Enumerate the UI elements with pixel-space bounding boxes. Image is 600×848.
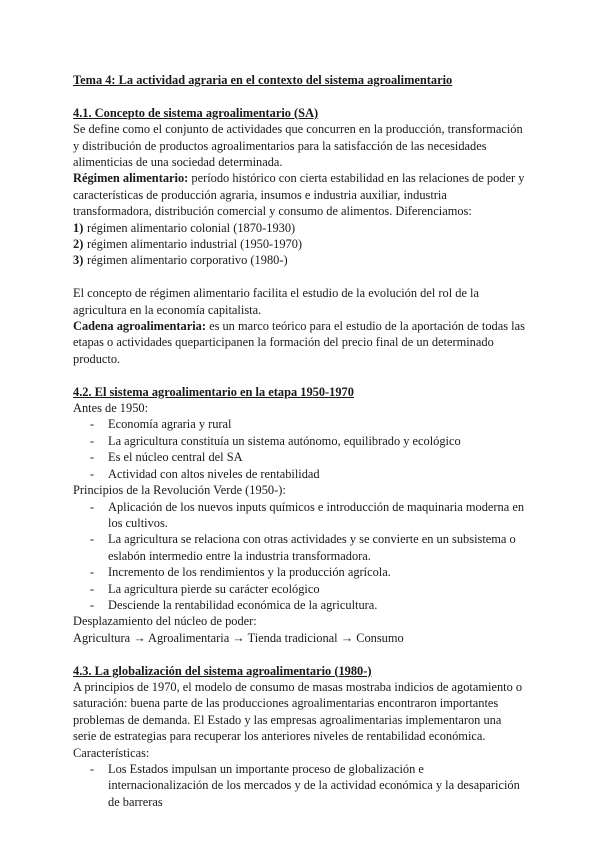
list-item: - Incremento de los rendimientos y la producción agrícola. [73,564,525,580]
document-body [73,72,525,810]
antes-label: Antes de 1950: [73,401,149,416]
list-item: - Aplicación de los nuevos inputs químicos e introducción de maquinaria moderna en los cultivos. [73,499,525,532]
list-item: - Economía agraria y rural [73,416,525,432]
cadena-paragraph [73,318,525,367]
principios-label: Principios de la Revolución Verde (1950-): [73,483,286,498]
list-item: - Desciende la rentabilidad económica de la agricultura. [73,597,525,613]
regimen-text: período histórico con cierta estabilidad en las relaciones de poder y características de producción agraria, insumos e industria auxiliar, industria transformadora, distribución comercial y consumo de alimentos. Diferenciamos: [73,171,525,219]
concepto-paragraph: El concepto de régimen alimentario facilita el estudio de la evolución del rol de la agricultura en la economía capitalista. [73,286,479,317]
list-item: - Actividad con altos niveles de rentabilidad [73,466,525,482]
regimen-label: Régimen alimentario: [73,171,189,186]
section-heading-4-2: 4.2. El sistema agroalimentario en la etapa 1950-1970 [73,384,354,399]
principios-list [73,499,525,614]
regimen-item: 2) régimen alimentario industrial (1950-1970) [73,237,303,252]
caracteristicas-list [73,761,525,810]
cadena-text: es un marco teórico para el estudio de la aportación de todas las etapas o actividades queparticipanen la formación del precio final de un determinado producto. [73,319,525,366]
list-item: - La agricultura constituía un sistema autónomo, equilibrado y ecológico [73,433,525,449]
list-item: - La agricultura se relaciona con otras actividades y se convierte en un subsistema o eslabón intermedio entre la industria transformadora. [73,531,525,564]
desplazamiento-chain: Agricultura → Agroalimentaria → Tienda tradicional → Consumo [73,630,404,645]
regimen-item: 3) régimen alimentario corporativo (1980-) [73,253,288,268]
list-item: - La agricultura pierde su carácter ecológico [73,581,525,597]
section-heading-4-3: 4.3. La globalización del sistema agroalimentario (1980-) [73,663,372,678]
cadena-label: Cadena agroalimentaria: [73,319,206,334]
sa-definition: Se define como el conjunto de actividades que concurren en la producción, transformación y distribución de productos agroalimentarios para la satisfacción de las necesidades alimenticias de una sociedad determinada. [73,122,523,170]
regimen-item: 1) régimen alimentario colonial (1870-1930) [73,220,296,235]
desplazamiento-label: Desplazamiento del núcleo de poder: [73,614,257,629]
globalizacion-intro: A principios de 1970, el modelo de consumo de masas mostraba indicios de agotamiento o saturación: buena parte de las producciones agroalimentarias encontraron importantes problemas de demanda. El Estado y las empresas agroalimentarias implementaron una serie de estrategias para recuperar los anteriores niveles de rentabilidad económica. [73,679,523,744]
regimen-paragraph [73,170,525,219]
section-heading-4-1: 4.1. Concepto de sistema agroalimentario (SA) [73,105,319,120]
list-item: - Es el núcleo central del SA [73,449,525,465]
caracteristicas-label: Características: [73,745,150,760]
antes-list [73,416,525,482]
list-item: - Los Estados impulsan un importante proceso de globalización e internacionalización de los mercados y de la actividad económica y la desaparición de barreras [73,761,525,810]
document-title: Tema 4: La actividad agraria en el contexto del sistema agroalimentario [73,73,453,87]
